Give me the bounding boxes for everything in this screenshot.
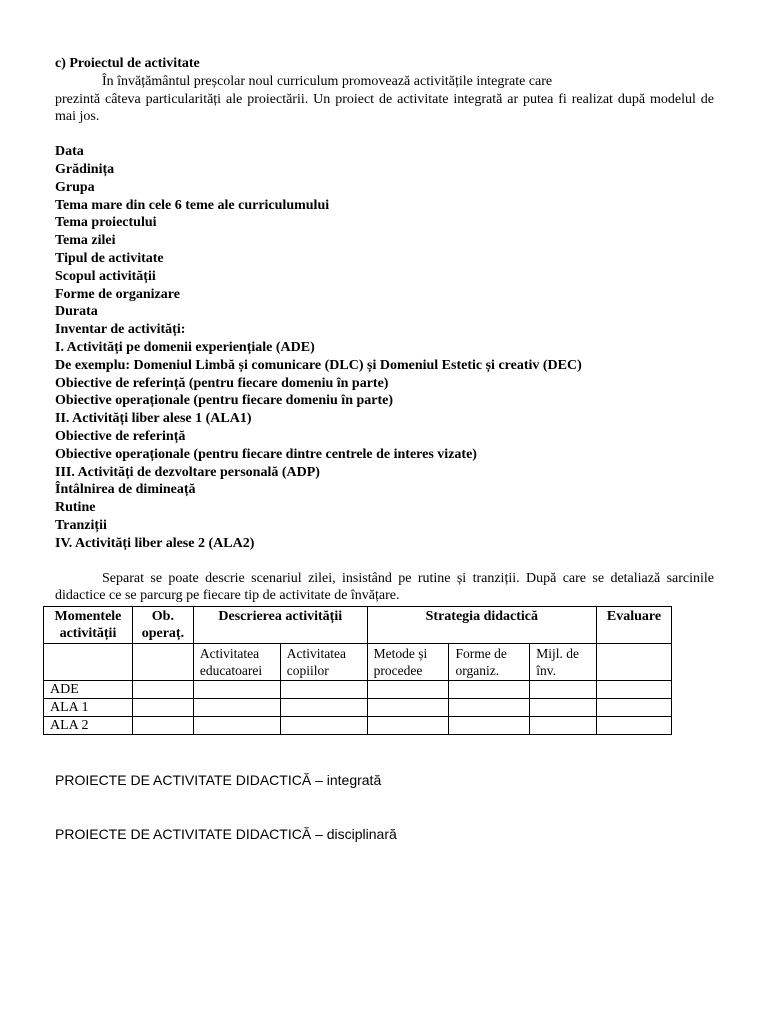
table-cell xyxy=(597,699,672,717)
table-cell xyxy=(530,681,597,699)
document-page xyxy=(55,55,714,605)
subheader-forme: Forme de organiz. xyxy=(449,644,530,681)
table-cell xyxy=(367,681,449,699)
field-grupa: Grupa xyxy=(55,179,95,195)
table-cell xyxy=(132,717,193,735)
table-cell xyxy=(449,699,530,717)
header-evaluare: Evaluare xyxy=(597,607,672,644)
table-cell xyxy=(132,699,193,717)
field-inventar: Inventar de activități: xyxy=(55,322,186,338)
table-cell xyxy=(530,699,597,717)
field-durata: Durata xyxy=(55,304,98,320)
field-adp: III. Activități de dezvoltare personală (ADP) xyxy=(55,464,320,480)
table-cell xyxy=(280,681,367,699)
intro-rest: prezintă câteva particularități ale proiectării. Un proiect de activitate integrată ar putea fi realizat după modelul de mai jos. xyxy=(55,91,714,125)
field-tipul-activitate: Tipul de activitate xyxy=(55,250,164,266)
intro-first-line: În învățământul preșcolar noul curriculum promovează activitățile integrate care xyxy=(102,73,553,89)
table-cell xyxy=(597,644,672,681)
table-cell xyxy=(44,644,133,681)
table-cell xyxy=(280,717,367,735)
subheader-metode: Metode și procedee xyxy=(367,644,449,681)
table-cell xyxy=(597,717,672,735)
footer-disciplinara: PROIECTE DE ACTIVITATE DIDACTICĂ – disciplinară xyxy=(55,826,397,842)
table-subheader-row xyxy=(44,644,672,681)
row-label-ade: ADE xyxy=(44,681,133,699)
header-descrierea: Descrierea activității xyxy=(193,607,367,644)
field-ala2: IV. Activități liber alese 2 (ALA2) xyxy=(55,535,255,551)
header-strategia: Strategia didactică xyxy=(367,607,596,644)
separat-paragraph: Separat se poate descrie scenariul zilei, insistând pe rutine și tranziții. După care se detaliază sarcinile didactice ce se parcurg pe fiecare tip de activitate de învățare. xyxy=(55,570,714,604)
field-scopul: Scopul activității xyxy=(55,268,156,284)
field-rutine: Rutine xyxy=(55,500,96,516)
field-tranzitii: Tranziții xyxy=(55,517,107,533)
table-cell xyxy=(449,717,530,735)
field-ade: I. Activități pe domenii experiențiale (ADE) xyxy=(55,339,315,355)
subheader-educatoarei: Activitatea educatoarei xyxy=(193,644,280,681)
table-cell xyxy=(597,681,672,699)
subheader-mijl: Mijl. de înv. xyxy=(530,644,597,681)
header-ob-operat: Ob. operaț. xyxy=(132,607,193,644)
field-tema-mare: Tema mare din cele 6 teme ale curriculumului xyxy=(55,197,330,213)
field-forme-organizare: Forme de organizare xyxy=(55,286,180,302)
field-obiective-referinta-1: Obiective de referință (pentru fiecare domeniu în parte) xyxy=(55,375,389,391)
row-label-ala1: ALA 1 xyxy=(44,699,133,717)
field-data: Data xyxy=(55,144,84,160)
field-tema-proiectului: Tema proiectului xyxy=(55,215,157,231)
table-cell xyxy=(193,717,280,735)
field-ala1: II. Activități liber alese 1 (ALA1) xyxy=(55,411,252,427)
table-cell xyxy=(367,699,449,717)
section-title: c) Proiectul de activitate xyxy=(55,56,200,71)
table-row xyxy=(44,699,672,717)
table-row xyxy=(44,681,672,699)
table-cell xyxy=(530,717,597,735)
table-cell xyxy=(193,699,280,717)
header-momentele: Momentele activității xyxy=(44,607,133,644)
field-obiective-operationale-1: Obiective operaționale (pentru fiecare domeniu în parte) xyxy=(55,393,394,409)
table-cell xyxy=(449,681,530,699)
table-cell xyxy=(367,717,449,735)
subheader-copiilor: Activitatea copiilor xyxy=(280,644,367,681)
table-cell xyxy=(280,699,367,717)
table-cell xyxy=(132,644,193,681)
table-cell xyxy=(193,681,280,699)
table-header-row xyxy=(44,607,672,644)
field-gradinita: Grădinița xyxy=(55,161,115,177)
row-label-ala2: ALA 2 xyxy=(44,717,133,735)
field-intalnirea: Întâlnirea de dimineață xyxy=(55,482,196,498)
table-cell xyxy=(132,681,193,699)
activity-plan-table xyxy=(43,606,672,735)
field-obiective-operationale-2: Obiective operaționale (pentru fiecare dintre centrele de interes vizate) xyxy=(55,446,477,462)
project-fields-list xyxy=(55,143,714,552)
footer-integrata: PROIECTE DE ACTIVITATE DIDACTICĂ – integrată xyxy=(55,772,382,788)
table-row xyxy=(44,717,672,735)
field-exemplu: De exemplu: Domeniul Limbă și comunicare (DLC) și Domeniul Estetic și creativ (DEC) xyxy=(55,357,582,373)
field-tema-zilei: Tema zilei xyxy=(55,233,116,249)
field-obiective-referinta-2: Obiective de referință xyxy=(55,428,186,444)
